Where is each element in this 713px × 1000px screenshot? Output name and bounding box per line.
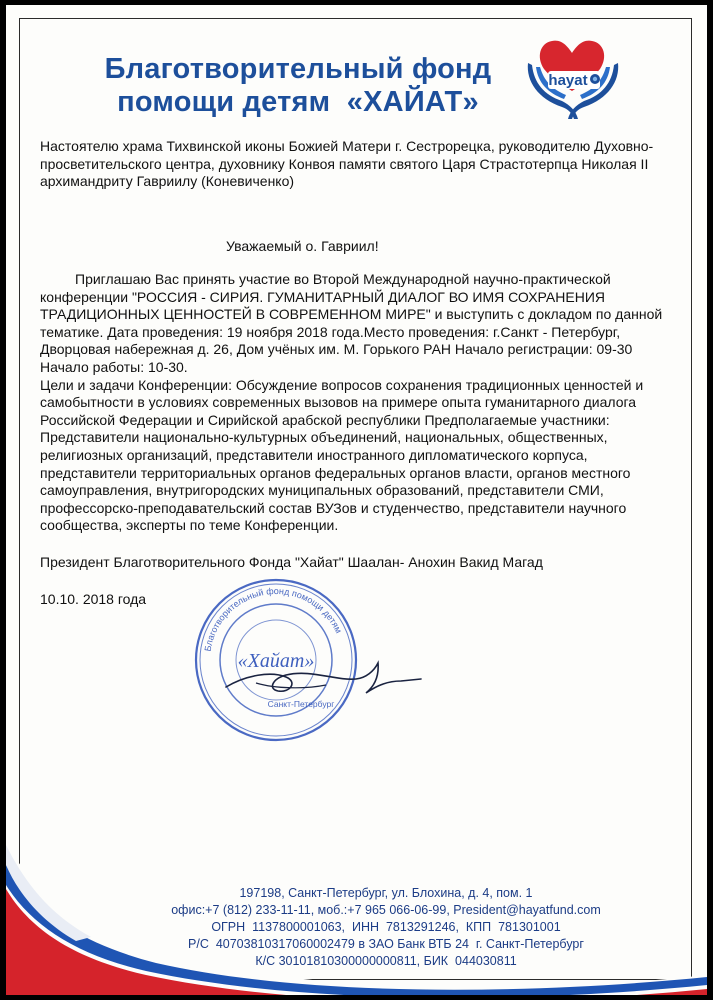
stamp-ring-text: Благотворительный фонд помощи детям bbox=[202, 585, 344, 653]
footer-contacts: офис:+7 (812) 233-11-11, моб.:+7 965 066-06-99, President@hayatfund.com bbox=[171, 903, 601, 917]
letter-body bbox=[40, 271, 680, 535]
logo-text: hayat bbox=[548, 72, 588, 89]
handwritten-signature bbox=[216, 645, 426, 715]
title-line-2: помощи детям «ХАЙАТ» bbox=[117, 86, 479, 118]
foundation-title bbox=[68, 53, 528, 119]
recipient-block: Настоятелю храма Тихвинской иконы Божией Матери г. Сестрорецка, руководителю Духовно-просветительского центра, духовнику Конвоя памяти святого Царя Страстотерпца Николая II архимандриту Гавриилу (Коневиченко) bbox=[40, 138, 654, 190]
body-paragraph-invitation: Приглашаю Вас принять участие во Второй Международной научно-практической конференции "РОССИЯ - СИРИЯ. ГУМАНИТАРНЫЙ ДИАЛОГ ВО ИМЯ СОХРАНЕНИЯ ТРАДИЦИОННЫХ ЦЕННОСТЕЙ В СОВРЕМЕННОМ МИРЕ" и выступить с докладом по данной тематике. Дата проведения: 19 ноября 2018 года.Место проведения: г.Санкт - Петербург, Дворцовая набережная д. 26, Дом учёных им. М. Горького РАН Начало регистрации: 09-30 Начало работы: 10-30. bbox=[40, 271, 663, 375]
greeting: Уважаемый о. Гавриил! bbox=[226, 238, 379, 254]
footer-bank-account: Р/С 40703810317060002479 в ЗАО Банк ВТБ 24 г. Санкт-Петербург bbox=[188, 937, 584, 951]
body-paragraph-goals: Цели и задачи Конференции: Обсуждение вопросов сохранения традиционных ценностей и самобытности в условиях современных вызовов на примере опыта гуманитарного диалога Российской Федерации и Сирийской арабской республики Предполагаемые участники: Представители национально-культурных объединений, национальных, общественных, религиозных организаций, представители иностранного дипломатического корпуса, представители территориальных органов федеральных органов власти, органов местного самоуправления, внутригородских муниципальных образований, представители СМИ, профессорско-преподавательский состав ВУЗов и студенчество, представители научного сообщества, эксперты по теме Конференции. bbox=[40, 376, 644, 534]
president-signature-line: Президент Благотворительного Фонда "Хайат" Шаалан- Анохин Вакид Магад bbox=[40, 554, 543, 570]
hayat-logo bbox=[522, 33, 624, 123]
footer-requisites bbox=[156, 885, 616, 970]
stamp-city-text: Санкт-Петербург bbox=[267, 699, 335, 709]
footer-address: 197198, Санкт-Петербург, ул. Блохина, д. 4, пом. 1 bbox=[239, 886, 533, 900]
letter-date: 10.10. 2018 года bbox=[40, 591, 147, 607]
letter-sheet bbox=[6, 5, 707, 995]
footer-registration: ОГРН 1137800001063, ИНН 7813291246, КПП 781301001 bbox=[211, 920, 561, 934]
stamp-center-text: «Хайат» bbox=[237, 650, 315, 672]
footer-correspondent-account: К/С 30101810300000000811, БИК 044030811 bbox=[255, 954, 517, 968]
title-line-1: Благотворительный фонд bbox=[104, 53, 492, 85]
